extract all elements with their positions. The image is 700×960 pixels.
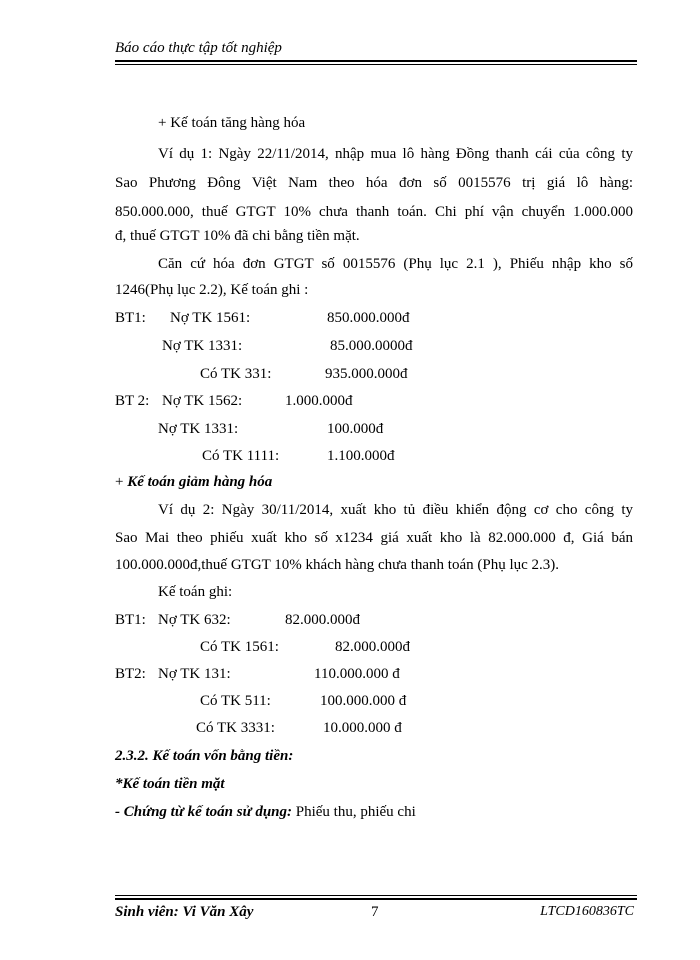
bt2b-entry3-amount: 10.000.000 đ [323,720,402,736]
example2-line1: Ví dụ 2: Ngày 30/11/2014, xuất kho tủ điều khiển động cơ cho công ty [158,502,633,518]
bt2b-entry1-account: Nợ TK 131: [158,666,231,682]
footer-page-number: 7 [371,904,379,920]
example1-line2: Sao Phương Đông Việt Nam theo hóa đơn số 0015576 trị giá lô hàng: [115,175,633,191]
header-rule-thick [115,60,637,62]
vouchers-line [115,804,416,821]
bt2a-entry3-amount: 1.100.000đ [327,448,395,464]
footer-class-code: LTCD160836TC [540,904,634,919]
example1-line3: 850.000.000, thuế GTGT 10% chưa thanh toán. Chi phí vận chuyển 1.000.000 [115,204,633,220]
bt1a-label: BT1: [115,310,146,326]
bt1a-entry2-account: Nợ TK 1331: [162,338,243,354]
bt1b-entry2-account: Có TK 1561: [200,639,279,655]
bt1a-entry1-amount: 850.000.000đ [327,310,410,326]
basis-line1: Căn cứ hóa đơn GTGT số 0015576 (Phụ lục 2.1 ), Phiếu nhập kho số [158,256,633,272]
example2-line2: Sao Mai theo phiếu xuất kho số x1234 giá xuất kho là 82.000.000 đ, Giá bán [115,530,633,546]
bt2b-entry2-amount: 100.000.000 đ [320,693,407,709]
section-decrease-title: Kế toán giảm hàng hóa [127,474,273,490]
accountant-records-label: Kế toán ghi: [158,584,233,600]
example1-line4: đ, thuế GTGT 10% đã chi bằng tiền mặt. [115,228,360,244]
bt1a-entry2-amount: 85.000.0000đ [330,338,413,354]
header-rule-thin [115,64,637,65]
basis-line2: 1246(Phụ lục 2.2), Kế toán ghi : [115,282,309,298]
bt2a-entry2-account: Nợ TK 1331: [158,421,239,437]
example2-line3: 100.000.000đ,thuế GTGT 10% khách hàng chưa thanh toán (Phụ lục 2.3). [115,557,560,573]
bt2b-entry3-account: Có TK 3331: [196,720,275,736]
vouchers-label: - Chứng từ kế toán sử dụng: [115,804,292,820]
bt1a-entry1-account: Nợ TK 1561: [170,310,251,326]
footer-rule-thick [115,898,637,900]
bt1a-entry3-account: Có TK 331: [200,366,272,382]
header-title: Báo cáo thực tập tốt nghiệp [115,40,282,56]
bt1b-entry2-amount: 82.000.000đ [335,639,410,655]
bt2a-entry2-amount: 100.000đ [327,421,384,437]
bt1b-entry1-account: Nợ TK 632: [158,612,231,628]
bt2b-entry2-account: Có TK 511: [200,693,271,709]
section-decrease-heading [115,474,272,491]
footer-rule-thin [115,895,637,896]
example1-line1: Ví dụ 1: Ngày 22/11/2014, nhập mua lô hàng Đồng thanh cái của công ty [158,146,633,162]
footer-student: Sinh viên: Vi Văn Xây [115,904,254,920]
bt2a-entry3-account: Có TK 1111: [202,448,280,464]
bt2a-label: BT 2: [115,393,150,409]
section-decrease-plus: + [115,474,124,490]
section-increase-heading: + Kế toán tăng hàng hóa [158,115,306,131]
bt2a-entry1-account: Nợ TK 1562: [162,393,243,409]
heading-cash: *Kế toán tiền mặt [115,776,225,792]
bt2b-label: BT2: [115,666,146,682]
bt2b-entry1-amount: 110.000.000 đ [314,666,400,682]
vouchers-value: Phiếu thu, phiếu chi [292,804,416,820]
bt1a-entry3-amount: 935.000.000đ [325,366,408,382]
bt1b-entry1-amount: 82.000.000đ [285,612,360,628]
heading-2-3-2: 2.3.2. Kế toán vốn bằng tiền: [115,748,294,764]
bt2a-entry1-amount: 1.000.000đ [285,393,353,409]
bt1b-label: BT1: [115,612,146,628]
